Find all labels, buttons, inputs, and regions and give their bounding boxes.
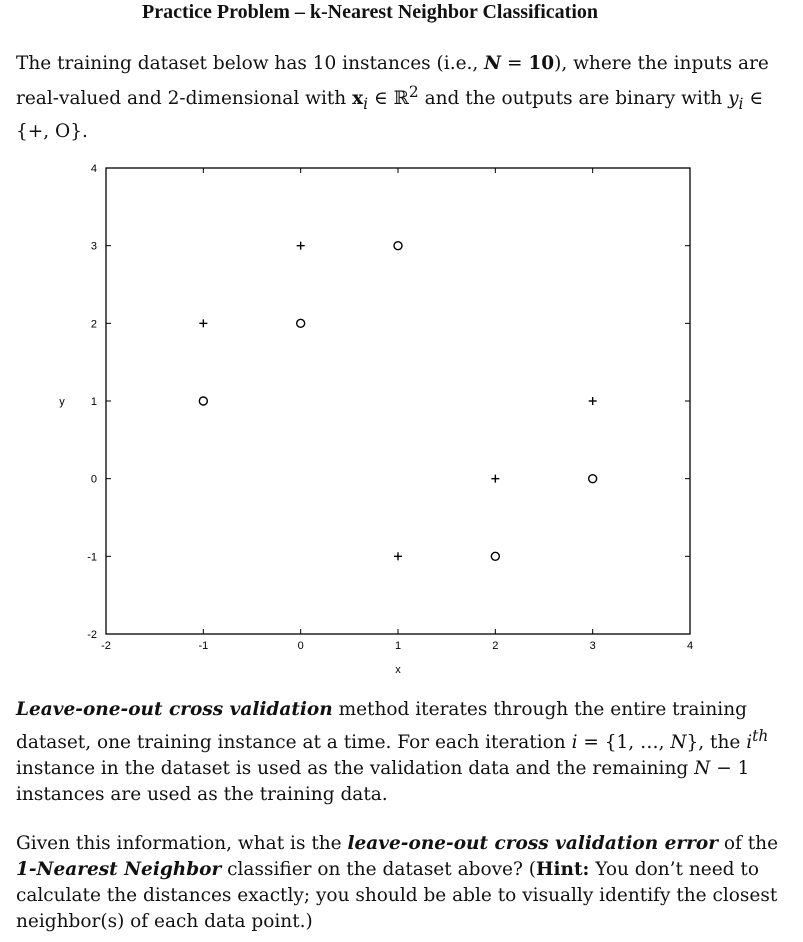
circle-marker [394,242,402,250]
x-symbol: x [352,88,364,110]
dataset-description [16,50,786,146]
question-text [16,831,796,935]
intro-text-2: ), where the inputs are real-valued and 2-dimensional with [16,53,769,110]
plot-frame [106,168,690,634]
plus-marker [394,552,402,560]
y-tick-label: 4 [90,163,97,175]
circle-marker [199,397,207,405]
n-symbol: N [484,53,502,74]
question-text-1: Given this information, what is the [16,833,348,854]
circle-marker [491,552,499,560]
loocv-term: Leave-one-out cross validation [16,699,333,720]
x-axis-label: x [395,664,401,676]
question-term: leave-one-out cross validation error [347,833,718,854]
n-value: 10 [528,53,555,74]
loocv-text-1: method iterates through the entire training dataset, one training instance at a time. For each iteration [16,699,747,754]
equals: = [501,53,529,74]
x-tick-label: -1 [198,640,209,652]
loocv-text-2: = {1, …, [577,732,671,754]
x-tick-label: 1 [394,640,402,652]
x-subscript: i [363,94,369,113]
question-text-2: of the [718,833,779,854]
loocv-text-4: instance in the dataset is used as the validation data and the remaining [16,758,695,780]
plus-marker [491,475,499,483]
page-title: Practice Problem – k-Nearest Neighbor Classification [141,1,599,23]
y-tick-label: 3 [90,240,97,253]
x-tick-label: 3 [589,640,596,652]
y-tick-label: 2 [90,318,97,331]
plus-marker [199,319,207,327]
ith-superscript: th [752,727,769,745]
question-text-4: You don’t need to calculate the distances exactly; you should be able to visually identify the closest neighbor(s) of each data point.) [16,859,778,932]
plus-marker [297,242,305,250]
x-tick-label: 2 [492,640,499,652]
y-symbol: y [728,88,739,110]
plot-points [199,242,596,561]
n-symbol-2: N [670,732,687,754]
y-axis-label: y [59,396,65,408]
plot-axes [59,168,690,676]
intro-text-5: ∈ {+, O}. [16,88,764,142]
intro-text-3: ∈ ℝ [368,88,409,110]
circle-marker [297,319,305,327]
intro-text-1: The training dataset below has 10 instances (i.e., [16,53,485,74]
n-symbol-3: N [694,758,711,780]
loocv-description [16,697,796,808]
plus-marker [589,397,597,405]
x-tick-label: -2 [101,640,111,652]
x-tick-label: 0 [297,640,304,652]
y-tick-label: -2 [87,629,97,641]
scatter-plot [0,150,803,680]
plot-ticks [87,163,693,652]
x-tick-label: 4 [686,640,694,652]
i-symbol: i [571,732,578,754]
intro-text-4: and the outputs are binary with [418,88,729,110]
circle-marker [589,475,597,483]
loocv-text-3: }, the [686,732,747,754]
classifier-name: 1-Nearest Neighbor [16,859,222,880]
r-superscript: 2 [408,83,419,101]
hint-label: Hint: [536,859,590,880]
y-tick-label: 1 [90,396,97,408]
y-tick-label: -1 [87,551,97,564]
y-tick-label: 0 [90,473,97,486]
question-text-3: classifier on the dataset above? ( [221,859,537,880]
ith-base: i [746,732,753,754]
y-subscript: i [738,94,744,113]
loocv-text-5: − 1 instances are used as the training data. [16,758,750,806]
